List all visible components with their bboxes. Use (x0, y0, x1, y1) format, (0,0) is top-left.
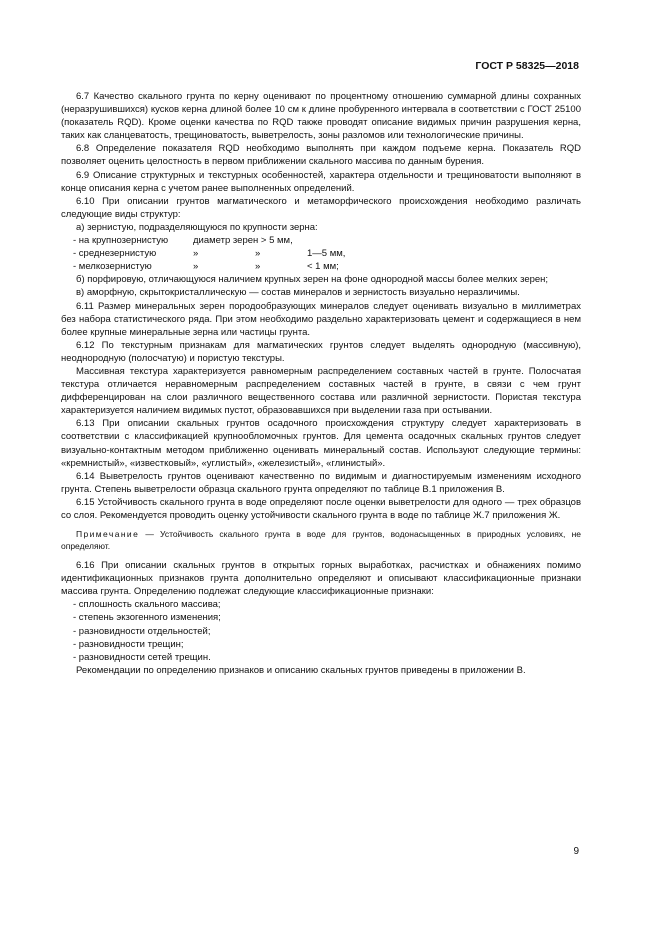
paragraph-6-9: 6.9 Описание структурных и текстурных особенностей, характера отдельности и трещиноватости выполняют в конце описания керна с учетом ранее выполненных определений. (61, 169, 581, 194)
grain-name: - среднезернистую (73, 248, 157, 260)
grain-row-coarse (61, 234, 581, 247)
document-body (61, 90, 581, 677)
paragraph-6-12-textures: Массивная текстура характеризуется равномерным распределением составных частей в грунте. Полосчатая текстура отличается неравномерным распределением составных частей в грунте, в связи с чем грунт дифференцирован на слои различного вещественного состава или различной зернистости. Пористая текстура характеризуется наличием видимых пустот, образовавшихся при выделении газа при остывании. (61, 365, 581, 417)
paragraph-6-16: 6.16 При описании скальных грунтов в открытых горных выработках, расчистках и обнажениях помимо идентификационных признаков грунта дополнительно определяют и описывают классификационные признаки массива грунта. Определению подлежат следующие классификационные признаки: (61, 560, 581, 598)
grain-name: - на крупнозернистую (73, 235, 169, 247)
paragraph-6-14: 6.14 Выветрелость грунтов оценивают качественно по видимым и диагностируемым изменениям исходного грунта. Степень выветрелости образца скального грунта определяют по таблице В.1 приложения В. (61, 470, 581, 495)
page-number: 9 (573, 846, 579, 857)
grain-row-medium (61, 247, 581, 260)
paragraph-6-11: 6.11 Размер минеральных зерен породообразующих минералов следует оценивать визуально в миллиметрах без набора статистического ряда. При этом необходимо раздельно характеризовать цемент и содержащиеся в нем более крупные минеральные зерна или частицы грунта. (61, 300, 581, 338)
ditto-mark: » (255, 261, 261, 273)
list-item: - разновидности сетей трещин. (73, 651, 211, 663)
paragraph-6-10-c: в) аморфную, скрытокристаллическую — состав минералов и зернистость визуально неразличимы. (76, 287, 520, 299)
paragraph-6-12: 6.12 По текстурным признакам для магматических грунтов следует выделять однородную (массивную), неоднородную (полосчатую) и пористую текстуры. (61, 339, 581, 364)
note (61, 529, 581, 552)
paragraph-6-7: 6.7 Качество скального грунта по керну оценивают по процентному отношению суммарной длины сохранных (неразрушившихся) кусков керна длиной более 10 см к длине пробуренного интервала в соответствии с ГОСТ 25100 (показатель RQD). Кроме оценки качества по RQD также проводят описание видимых причин разрушения керна, таких как сланцеватость, трещиноватость, выветрелость, зоны разломов или технологические причины. (61, 91, 581, 142)
paragraph-6-10: 6.10 При описании грунтов магматического и метаморфического происхождения необходимо различать следующие виды структур: (61, 195, 581, 220)
paragraph-6-13: 6.13 При описании скальных грунтов осадочного происхождения структуру следует характеризовать в соответствии с классификацией крупнообломочных грунтов. Для цемента осадочных скальных грунтов следует визуально-контактным методом приближенно оценивать минеральный состав. Используют следующие термины: «кремнистый», «известковый», «углистый», «железистый», «глинистый». (61, 418, 581, 469)
list-item: - разновидности трещин; (73, 638, 184, 650)
grain-name: - мелкозернистую (73, 261, 152, 273)
ditto-mark: » (193, 248, 199, 260)
grain-size: < 1 мм; (307, 261, 339, 273)
grain-row-fine (61, 260, 581, 273)
list-item: - разновидности отдельностей; (73, 625, 211, 637)
paragraph-6-8: 6.8 Определение показателя RQD необходимо выполнять при каждом подъеме керна. Показатель RQD позволяет оценить целостность в первом приближении скального массива по данным бурения. (61, 143, 581, 168)
paragraph-6-10-a: а) зернистую, подразделяющуюся по крупности зерна: (76, 221, 318, 233)
grain-size: 1—5 мм, (307, 248, 346, 260)
paragraph-6-10-b: б) порфировую, отличающуюся наличием крупных зерен на фоне однородной массы более мелких зерен; (76, 274, 549, 286)
paragraph-6-15: 6.15 Устойчивость скального грунта в воде определяют после оценки выветрелости для одного — трех образцов со слоя. Рекомендуется проводить оценку устойчивости скального грунта в воде по таблице Ж.7 приложения Ж. (61, 496, 581, 521)
standard-header: ГОСТ Р 58325—2018 (475, 60, 579, 72)
list-item: - степень экзогенного изменения; (73, 612, 221, 624)
recommendation-paragraph: Рекомендации по определению признаков и описанию скальных грунтов приведены в приложении В. (76, 664, 526, 676)
note-label: Примечание (76, 529, 140, 540)
ditto-mark: » (193, 261, 199, 273)
list-item: - сплошность скального массива; (73, 599, 221, 611)
ditto-mark: » (255, 248, 261, 260)
note-text: — Устойчивость скального грунта в воде для грунтов, водонасыщенных в природных условиях, не определяют. (61, 529, 581, 551)
grain-size: диаметр зерен > 5 мм, (193, 235, 293, 247)
